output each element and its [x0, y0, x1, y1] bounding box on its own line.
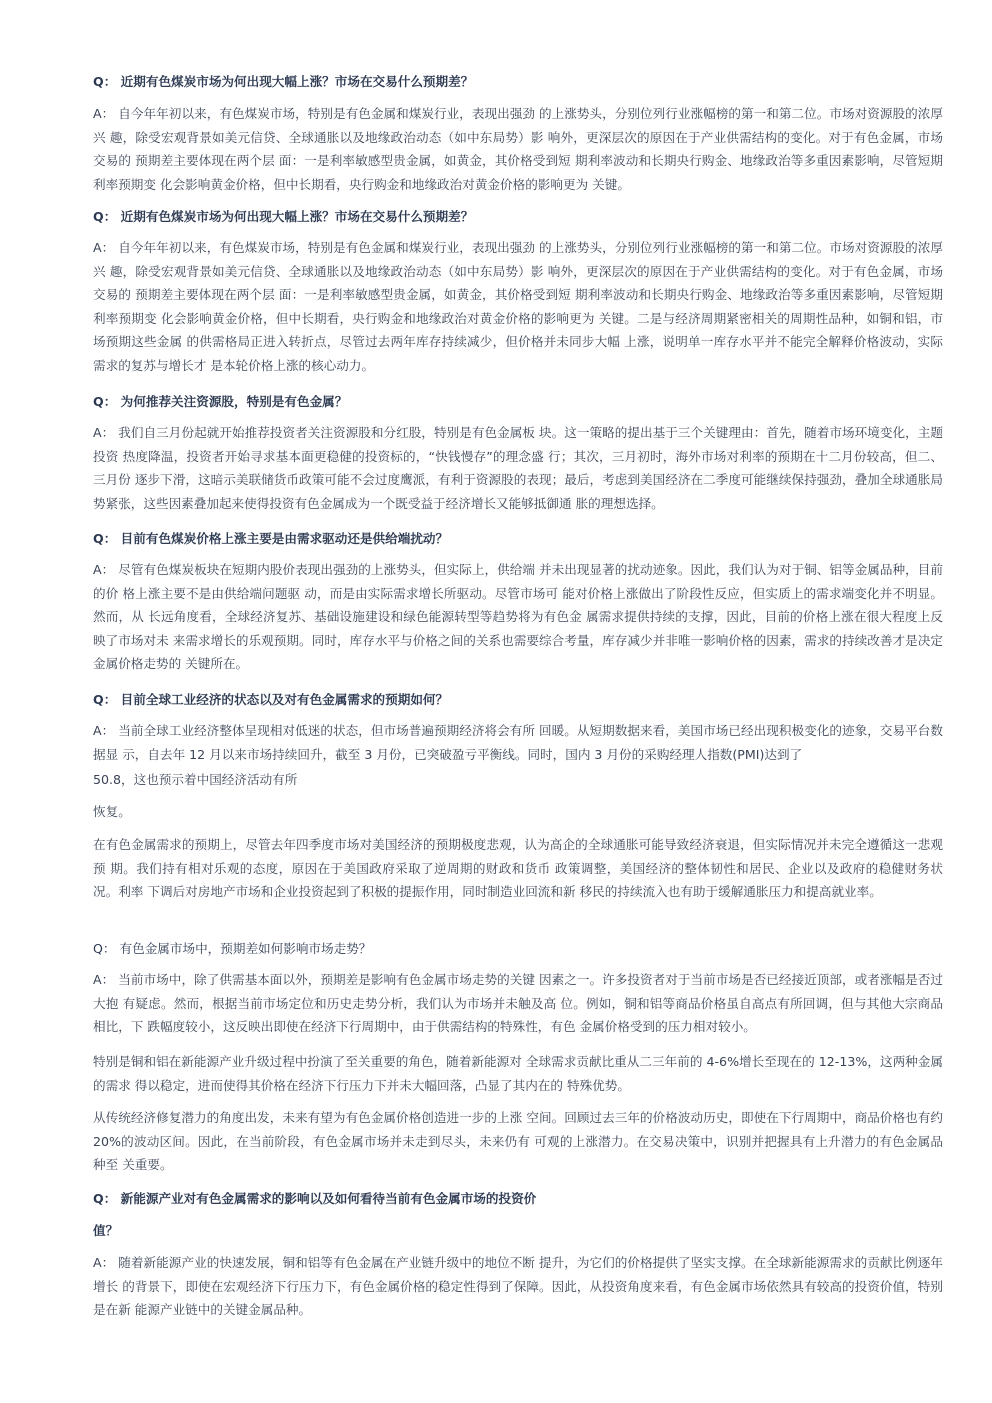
answer-7: A： 随着新能源产业的快速发展，铜和铝等有色金属在产业链升级中的地位不断 提升，为它们的价格提供了坚实支撑。在全球新能源需求的贡献比例逐年增长 的背景下，即使在宏观经济下行压力下，有色金属价格的稳定性得到了保障。因此，从投资角度来看，有色金属市场依然具有较高的投资价值，特别是在新 能源产业链中的关键金属品种。	[93, 1255, 943, 1317]
question-7-cont: 值？	[93, 1223, 119, 1238]
question-1: Q： 近期有色煤炭市场为何出现大幅上涨？市场在交易什么预期差？	[93, 74, 474, 89]
paragraph-recovery: 恢复。	[93, 804, 131, 819]
paragraph-recovery-potential: 从传统经济修复潜力的角度出发，未来有望为有色金属价格创造进一步的上涨 空间。回顾过去三年的价格波动历史，即使在下行周期中，商品价格也有约 20%的波动区间。因此，在当前阶段，有色金属市场并未走到尽头，未来仍有 可观的上涨潜力。在交易决策中，识别并把握具有上升潜力的有色金属品种至 关重要。	[93, 1110, 943, 1172]
answer-1: A： 自今年年初以来，有色煤炭市场，特别是有色金属和煤炭行业，表现出强劲 的上涨势头，分别位列行业涨幅榜的第一和第二位。市场对资源股的浓厚兴 趣，除受宏观背景如美元信贷、全球通胀以及地缘政治动态（如中东局势）影 响外，更深层次的原因在于产业供需结构的变化。对于有色金属，市场交易的 预期差主要体现在两个层 面：一是利率敏感型贵金属，如黄金，其价格受到短 期利率波动和长期央行购金、地缘政治等多重因素影响，尽管短期利率预期变 化会影响黄金价格，但中长期看，央行购金和地缘政治对黄金价格的影响更为 关键。	[93, 106, 943, 192]
paragraph-demand-outlook: 在有色金属需求的预期上，尽管去年四季度市场对美国经济的预期极度悲观，认为高企的全球通胀可能导致经济衰退，但实际情况并未完全遵循这一悲观预 期。我们持有相对乐观的态度，原因在于美国政府采取了逆周期的财政和货币 政策调整，美国经济的整体韧性和居民、企业以及政府的稳健财务状况。利率 下调后对房地产市场和企业投资起到了积极的提振作用，同时制造业回流和新 移民的持续流入也有助于缓解通胀压力和提高就业率。	[93, 837, 943, 899]
answer-4: A： 尽管有色煤炭板块在短期内股价表现出强劲的上涨势头，但实际上，供给端 并未出现显著的扰动迹象。因此，我们认为对于铜、铝等金属品种，目前的价 格上涨主要不是由供给端问题驱 动，而是由实际需求增长所驱动。尽管市场可 能对价格上涨做出了阶段性反应，但实质上的需求端变化并不明显。然而，从 长远角度看，全球经济复苏、基础设施建设和绿色能源转型等趋势将为有色金 属需求提供持续的支撑，因此，目前的价格上涨在很大程度上反映了市场对未 来需求增长的乐观预期。同时，库存水平与价格之间的关系也需要综合考量，库存减少并非唯一影响价格的因素，需求的持续改善才是决定金属价格走势的 关键所在。	[93, 562, 943, 671]
paragraph-new-energy-share: 特别是铜和铝在新能源产业升级过程中扮演了至关重要的角色，随着新能源对 全球需求贡献比重从二三年前的 4-6%增长至现在的 12-13%，这两种金属的需求 得以稳定，进而使得其价格在经济下行压力下并未大幅回落，凸显了其内在的 特殊优势。	[93, 1054, 943, 1093]
answer-2: A： 自今年年初以来，有色煤炭市场，特别是有色金属和煤炭行业，表现出强劲 的上涨势头，分别位列行业涨幅榜的第一和第二位。市场对资源股的浓厚兴 趣，除受宏观背景如美元信贷、全球通胀以及地缘政治动态（如中东局势）影 响外，更深层次的原因在于产业供需结构的变化。对于有色金属，市场交易的 预期差主要体现在两个层 面：一是利率敏感型贵金属，如黄金，其价格受到短 期利率波动和长期央行购金、地缘政治等多重因素影响，尽管短期利率预期变 化会影响黄金价格，但中长期看，央行购金和地缘政治对黄金价格的影响更为 关键。二是与经济周期紧密相关的周期性品种，如铜和铝，市场预期这些金属 的供需格局正进入转折点，尽管过去两年库存持续减少，但价格并未同步大幅 上涨，说明单一库存水平并不能完全解释价格波动，实际需求的复苏与增长才 是本轮价格上涨的核心动力。	[93, 240, 943, 373]
answer-6: A： 当前市场中，除了供需基本面以外，预期差是影响有色金属市场走势的关键 因素之一。许多投资者对于当前市场是否已经接近顶部，或者涨幅是否过大抱 有疑虑。然而，根据当前市场定位和历史走势分析，我们认为市场并未触及高 位。例如，铜和铝等商品价格虽自高点有所回调，但与其他大宗商品相比，下 跌幅度较小，这反映出即使在经济下行周期中，由于供需结构的特殊性，有色 金属价格受到的压力相对较小。	[93, 972, 943, 1034]
question-6: Q： 有色金属市场中，预期差如何影响市场走势？	[93, 941, 372, 956]
question-2: Q： 近期有色煤炭市场为何出现大幅上涨？市场在交易什么预期差？	[93, 209, 474, 224]
answer-3: A： 我们自三月份起就开始推荐投资者关注资源股和分红股，特别是有色金属板 块。这一策略的提出基于三个关键理由：首先，随着市场环境变化，主题投资 热度降温，投资者开始寻求基本面更稳健的投资标的，“快钱慢存”的理念盛 行；其次，三月初时，海外市场对利率的预期在十二月份较高，但二、三月份 逐步下滑，这暗示美联储货币政策可能不会过度鹰派，有利于资源股的表现；最后，考虑到美国经济在二季度可能继续保持强劲，叠加全球通胀局势紧张，这些因素叠加起来使得投资有色金属成为一个既受益于经济增长又能够抵御通 胀的理想选择。	[93, 425, 943, 511]
question-7: Q： 新能源产业对有色金属需求的影响以及如何看待当前有色金属市场的投资价	[93, 1191, 537, 1206]
question-5: Q： 目前全球工业经济的状态以及对有色金属需求的预期如何？	[93, 692, 449, 707]
paragraph-pmi: 50.8，这也预示着中国经济活动有所	[93, 772, 298, 787]
answer-5: A： 当前全球工业经济整体呈现相对低迷的状态，但市场普遍预期经济将会有所 回暖。从短期数据来看，美国市场已经出现积极变化的迹象，交易平台数据显 示，自去年 12 月以来市场持续回升，截至 3 月份，已突破盈亏平衡线。同时，国内 3 月份的采购经理人指数(PMI)达到了	[93, 723, 943, 762]
question-3: Q： 为何推荐关注资源股，特别是有色金属？	[93, 394, 348, 409]
question-4: Q： 目前有色煤炭价格上涨主要是由需求驱动还是供给端扰动？	[93, 531, 449, 546]
